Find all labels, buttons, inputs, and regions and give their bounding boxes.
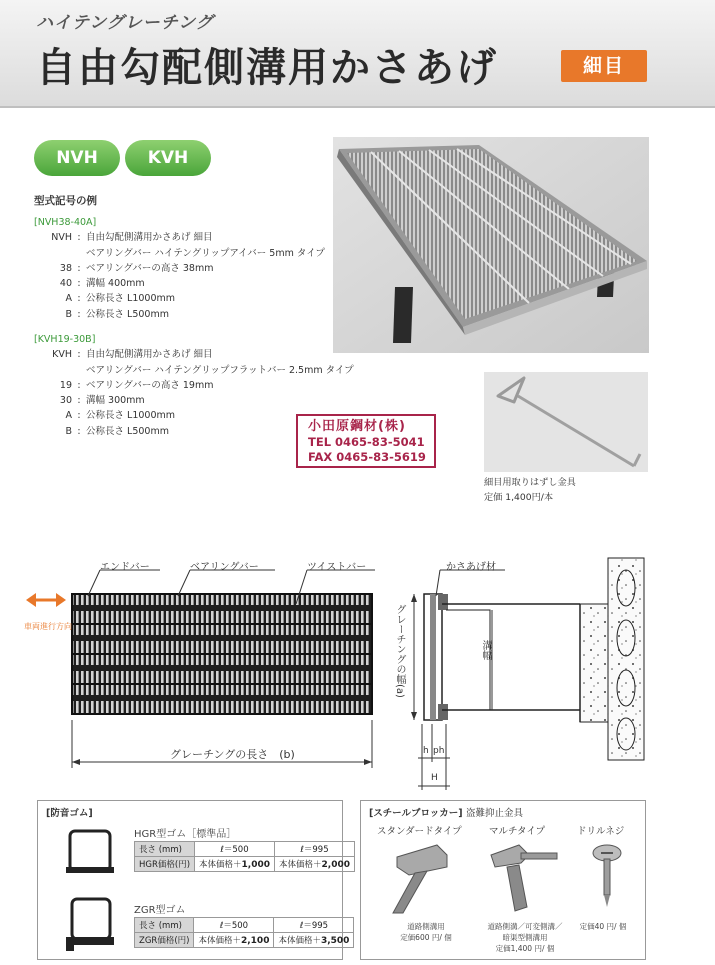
removal-tool-caption bbox=[484, 475, 576, 505]
zgr-rubber-icon bbox=[64, 893, 118, 953]
table-cell: (mm) bbox=[158, 845, 182, 855]
blocker-caption bbox=[383, 921, 469, 943]
removal-tool-name: 細目用取りはずし金具 bbox=[484, 477, 576, 488]
phone-number: TEL 0465-83-5041 bbox=[308, 435, 425, 449]
table-cell: HGR価格 bbox=[139, 860, 175, 870]
page-header bbox=[0, 0, 715, 108]
blocker-price: 定価1,400 円/ 個 bbox=[495, 944, 555, 953]
table-cell: 長さ bbox=[139, 845, 157, 855]
dim-H-label: H bbox=[431, 773, 438, 783]
technical-drawing bbox=[0, 548, 715, 796]
code-row: B : 公称長さ L500mm bbox=[34, 424, 334, 439]
code-row: A : 公称長さ L1000mm bbox=[34, 291, 334, 306]
table-cell: ℓ＝500 bbox=[195, 842, 275, 857]
code-key: 19 bbox=[59, 379, 72, 391]
blocker-price: 定価40 円/ 個 bbox=[579, 922, 627, 931]
code-desc: 溝幅 300mm bbox=[86, 395, 145, 407]
table-cell: 本体価格＋ bbox=[199, 860, 242, 870]
bearing-bar-label: ベアリングバー bbox=[190, 562, 259, 573]
hgr-price-table bbox=[134, 841, 355, 872]
table-cell: (円) bbox=[174, 936, 190, 946]
model-code-block-kvh bbox=[34, 332, 354, 439]
vehicle-direction-label: 車両進行方向 bbox=[24, 622, 72, 631]
table-row bbox=[135, 842, 355, 857]
blocker-usage: 道路側溝／可変側溝／ bbox=[487, 922, 563, 931]
standard-blocker-icon bbox=[387, 841, 457, 919]
code-desc: 自由勾配側溝用かさあげ 細目 bbox=[86, 349, 213, 361]
table-cell: 本体価格＋ bbox=[278, 936, 321, 946]
grating-length-label: グレーチングの長さ (b) bbox=[170, 748, 295, 761]
model-code: [NVH38-40A] bbox=[34, 217, 97, 228]
blocker-type-name: マルチタイプ bbox=[489, 826, 546, 837]
code-row: B : 公称長さ L500mm bbox=[34, 307, 334, 322]
table-row bbox=[135, 933, 354, 948]
dim-h-label: h bbox=[423, 746, 429, 756]
table-cell: 2,100 bbox=[240, 936, 270, 946]
groove-width-label: 溝幅 bbox=[480, 640, 491, 660]
table-row bbox=[135, 918, 354, 933]
code-row: A : 公称長さ L1000mm bbox=[34, 408, 334, 423]
code-desc: 公称長さ L1000mm bbox=[86, 410, 175, 422]
table-cell: ℓ＝995 bbox=[274, 918, 354, 933]
code-key: B bbox=[65, 308, 72, 320]
code-key: A bbox=[65, 410, 72, 422]
series-name: ハイテングレーチング bbox=[36, 13, 214, 33]
code-row: NVH : 自由勾配側溝用かさあげ 細目 bbox=[34, 230, 334, 245]
table-cell: 3,500 bbox=[320, 936, 350, 946]
code-row: 40 : 溝幅 400mm bbox=[34, 276, 334, 291]
rubber-panel-title: [防音ゴム] bbox=[46, 808, 93, 819]
code-desc: 公称長さ L500mm bbox=[86, 308, 169, 320]
code-desc: ベアリングバーの高さ 19mm bbox=[86, 379, 214, 391]
blocker-caption bbox=[479, 921, 571, 954]
code-row: KVH : 自由勾配側溝用かさあげ 細目 bbox=[34, 347, 334, 362]
steel-blocker-panel bbox=[360, 800, 646, 960]
table-cell: ℓ＝995 bbox=[275, 842, 355, 857]
blocker-panel-title bbox=[369, 805, 523, 819]
code-key: 30 bbox=[59, 395, 72, 407]
code-desc: ベアリングバー ハイテングリップフラットバー 2.5mm タイプ bbox=[86, 364, 354, 376]
code-key: 40 bbox=[59, 278, 72, 290]
grating-photo bbox=[333, 137, 649, 353]
table-cell: ZGR価格 bbox=[139, 936, 175, 946]
table-row bbox=[135, 857, 355, 872]
removal-tool-photo bbox=[484, 372, 648, 472]
company-name: 小田原鋼材(株) bbox=[308, 419, 406, 434]
table-cell: ℓ＝500 bbox=[194, 918, 274, 933]
hgr-rubber-name: HGR型ゴム［標準品］ bbox=[134, 829, 237, 840]
blocker-subtitle: 盗難抑止金具 bbox=[465, 808, 523, 819]
fine-mesh-badge: 細目 bbox=[561, 50, 647, 82]
twist-bar-label: ツイストバー bbox=[307, 562, 367, 573]
code-row bbox=[34, 363, 354, 378]
code-row: 38 : ベアリングバーの高さ 38mm bbox=[34, 261, 334, 276]
table-cell: (円) bbox=[174, 860, 191, 870]
code-key: 38 bbox=[59, 262, 72, 274]
soundproof-rubber-panel bbox=[37, 800, 350, 960]
table-cell: 本体価格＋ bbox=[198, 936, 241, 946]
dim-ph-label: ph bbox=[433, 746, 445, 756]
table-cell: 長さ bbox=[139, 921, 157, 931]
blocker-type-name: スタンダードタイプ bbox=[377, 826, 462, 837]
code-key: KVH bbox=[52, 349, 72, 361]
contact-box bbox=[296, 414, 436, 468]
table-cell: 1,000 bbox=[241, 860, 271, 870]
code-desc: 溝幅 400mm bbox=[86, 278, 145, 290]
table-cell: 本体価格＋ bbox=[279, 860, 322, 870]
zgr-rubber-name: ZGR型ゴム bbox=[134, 905, 186, 916]
zgr-price-table bbox=[134, 917, 354, 948]
product-pill-kvh[interactable]: KVH bbox=[125, 140, 211, 176]
raise-member-label: かさあげ材 bbox=[446, 562, 496, 573]
multi-blocker-icon bbox=[481, 841, 561, 919]
code-desc: ベアリングバーの高さ 38mm bbox=[86, 262, 214, 274]
code-row: 19 : ベアリングバーの高さ 19mm bbox=[34, 378, 334, 393]
fax-number: FAX 0465-83-5619 bbox=[308, 450, 426, 464]
code-desc: 自由勾配側溝用かさあげ 細目 bbox=[86, 232, 213, 244]
code-key: A bbox=[65, 293, 72, 305]
code-row bbox=[34, 246, 334, 261]
product-pill-nvh[interactable]: NVH bbox=[34, 140, 120, 176]
table-cell: (mm) bbox=[158, 921, 182, 931]
code-desc: 公称長さ L1000mm bbox=[86, 293, 175, 305]
hgr-rubber-icon bbox=[64, 827, 118, 883]
code-key: NVH bbox=[51, 232, 72, 244]
table-cell: 2,000 bbox=[321, 860, 350, 870]
model-code-heading: 型式記号の例 bbox=[34, 195, 97, 207]
end-bar-label: エンドバー bbox=[100, 562, 150, 573]
model-code-block-nvh bbox=[34, 215, 334, 322]
code-desc: ベアリングバー ハイテングリップアイバー 5mm タイプ bbox=[86, 247, 325, 259]
blocker-caption bbox=[573, 921, 633, 932]
page-title: 自由勾配側溝用かさあげ bbox=[36, 45, 498, 91]
removal-tool-price: 定価 1,400円/本 bbox=[484, 492, 554, 503]
blocker-price: 定価600 円/ 個 bbox=[400, 933, 452, 942]
blocker-title: [スチールブロッカー] bbox=[369, 808, 463, 819]
blocker-type-name: ドリルネジ bbox=[577, 826, 625, 837]
blocker-usage: 暗渠型側溝用 bbox=[502, 933, 548, 942]
drill-screw-icon bbox=[587, 843, 627, 913]
code-row: 30 : 溝幅 300mm bbox=[34, 393, 334, 408]
blocker-usage: 道路側溝用 bbox=[407, 922, 445, 931]
model-code: [KVH19-30B] bbox=[34, 334, 96, 345]
code-key: B bbox=[65, 425, 72, 437]
grating-width-label: グレーチングの幅(a) bbox=[394, 604, 405, 698]
code-desc: 公称長さ L500mm bbox=[86, 425, 169, 437]
